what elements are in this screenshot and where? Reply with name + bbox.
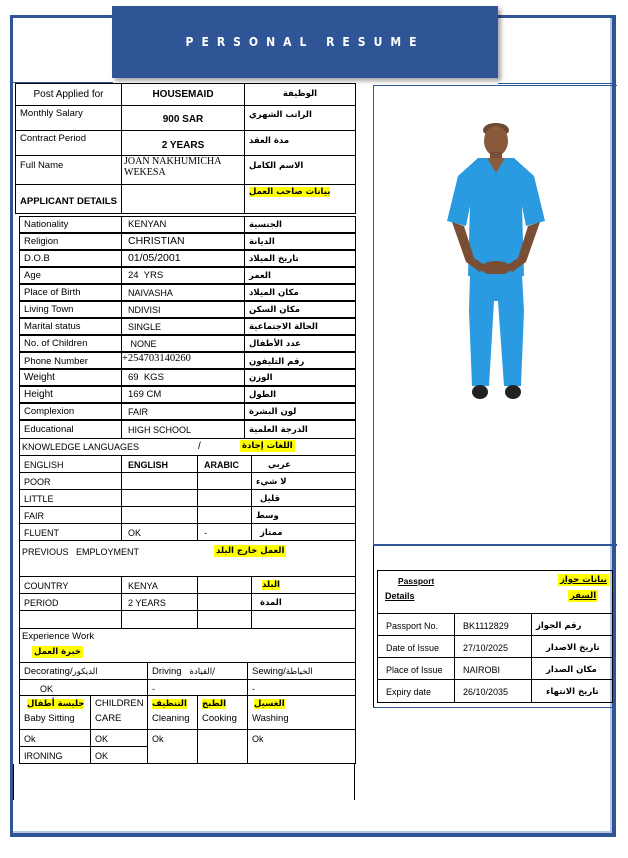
nationality-ar: الجنسية: [244, 216, 356, 233]
age-label: Age: [19, 267, 122, 284]
passport-no-value: BK1112829: [454, 613, 532, 636]
lang-poor-ar: لا شيء: [251, 472, 356, 490]
education-value: HIGH SCHOOL: [121, 420, 245, 439]
birthplace-ar: مكان الميلاد: [244, 284, 356, 301]
applicant-details-label: APPLICANT DETAILS: [15, 184, 122, 214]
lang-fluent-ar: ممتاز: [251, 523, 356, 541]
cooking-header: الطبخ Cooking: [197, 695, 248, 730]
driving-value: -: [147, 679, 248, 696]
divider: [373, 570, 374, 708]
applicant-photo: [374, 86, 618, 546]
lang-header-2: ENGLISH: [121, 455, 198, 473]
washing-value: Ok: [247, 729, 356, 764]
phone-label: Phone Number: [19, 352, 122, 369]
complexion-ar: لون البشرة: [244, 403, 356, 420]
contract-ar: مدة العقد: [244, 130, 356, 156]
name-ar: الاسم الكامل: [244, 155, 356, 185]
issue-date-value: 27/10/2025: [454, 635, 532, 658]
cleaning-header: التنظيف Cleaning: [147, 695, 198, 730]
period-ar: المدة: [251, 593, 356, 611]
salary-label: Monthly Salary: [15, 105, 122, 131]
name-line-1: JOAN NAKHUMICHA: [124, 156, 222, 167]
lang-poor-arabic: [197, 472, 252, 490]
post-value: HOUSEMAID: [121, 83, 245, 106]
lang-little-ar: قليل: [251, 489, 356, 507]
issue-place-label: Place of Issue: [377, 657, 455, 680]
issue-date-ar: تاريخ الاصدار: [531, 635, 613, 658]
nationality-label: Nationality: [19, 216, 122, 233]
phone-value: +254703140260: [121, 352, 245, 369]
lang-fair-ar: وسط: [251, 506, 356, 524]
marital-ar: الحالة الاجتماعية: [244, 318, 356, 335]
babysitting-header: جليسة أطفال Baby Sitting: [19, 695, 91, 730]
lang-little-label: LITTLE: [19, 489, 122, 507]
period-extra: [197, 593, 252, 611]
nationality-value: KENYAN: [121, 216, 245, 233]
lang-little-arabic: [197, 489, 252, 507]
religion-ar: الديانة: [244, 233, 356, 250]
education-label: Educational: [19, 420, 122, 439]
religion-label: Religion: [19, 233, 122, 250]
complexion-value: FAIR: [121, 403, 245, 420]
period-value: 2 YEARS: [121, 593, 198, 611]
country-ar: البلد: [251, 576, 356, 594]
marital-value: SINGLE: [121, 318, 245, 335]
childcare-value: OK: [90, 729, 148, 747]
experience-title-ar: خبرة العمل: [34, 647, 82, 657]
lang-fair-label: FAIR: [19, 506, 122, 524]
dob-ar: تاريخ الميلاد: [244, 250, 356, 267]
issue-place-ar: مكان الصدار: [531, 657, 613, 680]
weight-label: Weight: [19, 369, 122, 386]
passport-title-ar-2: السفر: [570, 591, 597, 601]
childcare-header: CHILDREN CARE: [90, 695, 148, 730]
lang-header-1: ENGLISH: [19, 455, 122, 473]
expiry-value: 26/10/2035: [454, 679, 532, 703]
lang-little-english: [121, 489, 198, 507]
children-ar: عدد الأطفال: [244, 335, 356, 352]
marital-label: Marital status: [19, 318, 122, 335]
sewing-label: Sewing/الخياطة: [247, 662, 356, 680]
decorating-label: Decorating/الديكور: [19, 662, 148, 680]
employment-title-ar: العمل خارج البلد: [216, 546, 285, 556]
lang-fair-arabic: [197, 506, 252, 524]
age-value: 24 YRS: [121, 267, 245, 284]
applicant-details-ar: بيانات صاحب العمل: [244, 184, 356, 214]
driving-label: Driving القيادة/: [147, 662, 248, 680]
salary-value: 900 SAR: [121, 105, 245, 131]
birthplace-label: Place of Birth: [19, 284, 122, 301]
religion-value: CHRISTIAN: [121, 233, 245, 250]
page-title: PERSONAL RESUME: [185, 35, 425, 49]
ironing-value: OK: [90, 746, 148, 764]
divider: [373, 545, 374, 570]
country-value: KENYA: [121, 576, 198, 594]
sewing-value: -: [247, 679, 356, 696]
name-line-2: WEKESA: [124, 167, 166, 178]
empty-cell: [251, 610, 356, 629]
divider: [354, 764, 355, 800]
contract-label: Contract Period: [15, 130, 122, 156]
cooking-value: [197, 729, 248, 764]
languages-title: KNOWLEDGE LANGUAGES: [22, 442, 140, 452]
divider: [373, 545, 617, 546]
weight-ar: الوزن: [244, 369, 356, 386]
washing-header: الغسيل Washing: [247, 695, 356, 730]
divider: [498, 83, 614, 84]
age-ar: العمر: [244, 267, 356, 284]
birthplace-value: NAIVASHA: [121, 284, 245, 301]
employment-title: PREVIOUS EMPLOYMENT: [22, 547, 140, 557]
experience-title: Experience Work: [22, 631, 95, 642]
applicant-details-value: [121, 184, 245, 214]
passport-no-ar: رقم الجواز: [531, 613, 613, 636]
lang-fluent-arabic: -: [197, 523, 252, 541]
height-ar: الطول: [244, 386, 356, 403]
country-label: COUNTRY: [19, 576, 122, 594]
lang-poor-english: [121, 472, 198, 490]
dob-value: 01/05/2001: [121, 250, 245, 267]
lang-fluent-english: OK: [121, 523, 198, 541]
divider: [13, 764, 14, 800]
title-banner: [112, 6, 498, 78]
living-town-value: NDIVISI: [121, 301, 245, 318]
children-label: No. of Children: [19, 335, 122, 352]
height-value: 169 CM: [121, 386, 245, 403]
empty-cell: [197, 610, 252, 629]
dob-label: D.O.B: [19, 250, 122, 267]
photo-frame: [373, 85, 617, 545]
salary-ar: الراتب الشهري: [244, 105, 356, 131]
languages-slash: /: [198, 441, 201, 452]
post-ar: الوظيفة: [244, 83, 356, 106]
contract-value: 2 YEARS: [121, 130, 245, 156]
lang-header-4: عربي: [251, 455, 356, 473]
expiry-label: Expiry date: [377, 679, 455, 703]
divider: [373, 707, 613, 708]
passport-no-label: Passport No.: [377, 613, 455, 636]
country-extra: [197, 576, 252, 594]
languages-title-ar: اللغات إجادة: [242, 441, 293, 451]
decorating-value: OK: [19, 679, 148, 696]
children-value: NONE: [121, 335, 245, 352]
living-town-ar: مكان السكن: [244, 301, 356, 318]
empty-cell: [19, 610, 122, 629]
passport-title-2: Details: [385, 591, 415, 601]
expiry-ar: تاريخ الانتهاء: [531, 679, 613, 703]
complexion-label: Complexion: [19, 403, 122, 420]
phone-ar: رقم التليفون: [244, 352, 356, 369]
lang-fluent-label: FLUENT: [19, 523, 122, 541]
name-value: [121, 155, 245, 185]
lang-fair-english: [121, 506, 198, 524]
post-label: Post Applied for: [15, 83, 122, 106]
height-label: Height: [19, 386, 122, 403]
period-label: PERIOD: [19, 593, 122, 611]
living-town-label: Living Town: [19, 301, 122, 318]
passport-title-ar-1: بيانات جواز: [560, 575, 607, 585]
issue-date-label: Date of Issue: [377, 635, 455, 658]
lang-header-3: ARABIC: [197, 455, 252, 473]
education-ar: الدرجة العلمية: [244, 420, 356, 439]
weight-value: 69 KGS: [121, 369, 245, 386]
passport-title-1: Passport: [398, 576, 435, 586]
babysitting-value: Ok: [19, 729, 91, 747]
name-label: Full Name: [15, 155, 122, 185]
cleaning-value: Ok: [147, 729, 198, 764]
ironing-label: IRONING: [19, 746, 91, 764]
empty-cell: [121, 610, 198, 629]
issue-place-value: NAIROBI: [454, 657, 532, 680]
lang-poor-label: POOR: [19, 472, 122, 490]
